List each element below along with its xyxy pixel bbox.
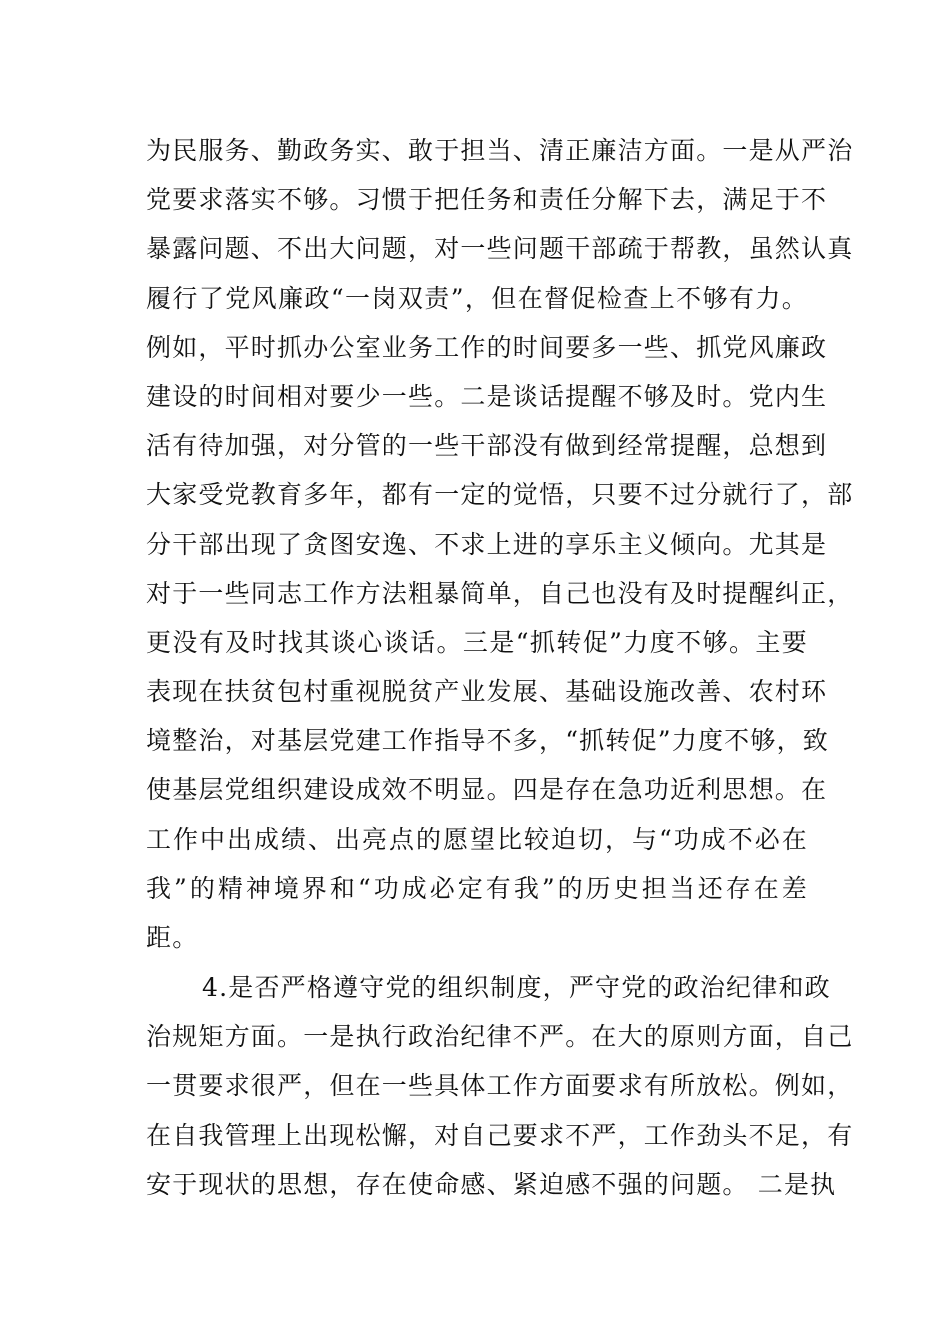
paragraph-3-continuation [146, 126, 854, 962]
text-line: 4.是否严格遵守党的组织制度，严守党的政治纪律和政 [202, 973, 831, 1002]
text-line: 党要求落实不够。习惯于把任务和责任分解下去，满足于不 [146, 185, 828, 215]
text-line: 对于一些同志工作方法粗暴简单，自己也没有及时提醒纠正， [146, 578, 854, 608]
text-line: 大家受党教育多年，都有一定的觉悟，只要不过分就行了，部 [146, 480, 854, 510]
text-line: 境整治，对基层党建工作指导不多，“抓转促”力度不够，致 [146, 726, 829, 756]
text-line: 更没有及时找其谈心谈话。三是“抓转促”力度不够。主要 [146, 627, 808, 657]
text-line: 使基层党组织建设成效不明显。四是存在急功近利思想。在 [146, 775, 828, 805]
text-line: 建设的时间相对要少一些。二是谈话提醒不够及时。党内生 [146, 381, 828, 411]
text-line: 安于现状的思想，存在使命感、紧迫感不强的问题。 二是执 [146, 1169, 837, 1199]
text-line: 表现在扶贫包村重视脱贫产业发展、基础设施改善、农村环 [146, 677, 828, 707]
text-line: 一贯要求很严，但在一些具体工作方面要求有所放松。例如， [146, 1071, 854, 1101]
text-line: 分干部出现了贪图安逸、不求上进的享乐主义倾向。尤其是 [146, 529, 828, 559]
text-line: 活有待加强，对分管的一些干部没有做到经常提醒，总想到 [146, 431, 828, 461]
text-line: 例如，平时抓办公室业务工作的时间要多一些、抓党风廉政 [146, 332, 828, 362]
text-line: 距。 [146, 923, 199, 952]
text-line: 治规矩方面。一是执行政治纪律不严。在大的原则方面，自己 [146, 1022, 854, 1052]
paragraph-4 [146, 963, 854, 1209]
text-line: 我”的精神境界和“功成必定有我”的历史担当还存在差 [146, 873, 808, 903]
text-line: 暴露问题、不出大问题，对一些问题干部疏于帮教，虽然认真 [146, 234, 854, 264]
text-line: 在自我管理上出现松懈，对自己要求不严，工作劲头不足，有 [146, 1120, 854, 1150]
text-line: 为民服务、勤政务实、敢于担当、清正廉洁方面。一是从严治 [146, 136, 854, 165]
text-line: 履行了党风廉政“一岗双责”，但在督促检查上不够有力。 [146, 283, 808, 313]
text-line: 工作中出成绩、出亮点的愿望比较迫切，与“功成不必在 [146, 824, 808, 854]
